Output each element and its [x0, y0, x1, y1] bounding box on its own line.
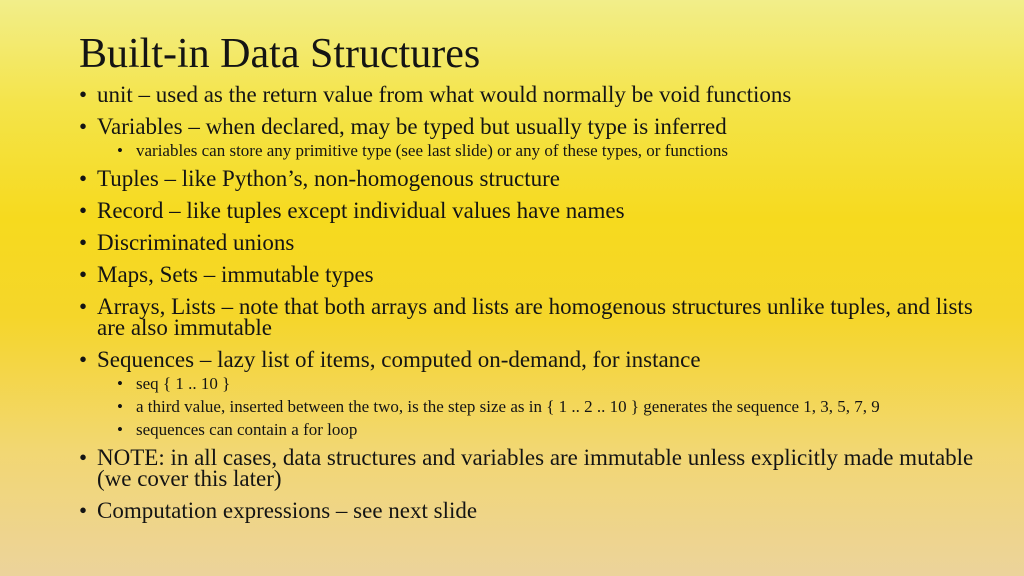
bullet-discriminated-unions: • Discriminated unions — [79, 232, 979, 253]
bullet-arrays-lists: • Arrays, Lists – note that both arrays and lists are homogenous structures unlike tuples, and lists are also immutable — [79, 296, 979, 338]
slide-title: Built-in Data Structures — [79, 31, 481, 77]
bullet-computation-expressions: • Computation expressions – see next slide — [79, 500, 979, 521]
bullet-maps-sets: • Maps, Sets – immutable types — [79, 264, 979, 285]
bullet-note-immutable: • NOTE: in all cases, data structures and variables are immutable unless explicitly made mutable (we cover this later) — [79, 447, 979, 489]
sub-bullet-step-size: • a third value, inserted between the two, is the step size as in { 1 .. 2 .. 10 } generates the sequence 1, 3, 5, 7, 9 — [79, 398, 979, 415]
sub-bullet-seq-example: • seq { 1 .. 10 } — [79, 375, 979, 392]
bullet-unit: • unit – used as the return value from what would normally be void functions — [79, 84, 979, 105]
bullet-list — [79, 84, 979, 532]
bullet-record: • Record – like tuples except individual values have names — [79, 200, 979, 221]
bullet-sequences: • Sequences – lazy list of items, computed on-demand, for instance — [79, 349, 979, 370]
sub-bullet-for-loop: • sequences can contain a for loop — [79, 421, 979, 438]
bullet-tuples: • Tuples – like Python’s, non-homogenous structure — [79, 168, 979, 189]
sub-bullet-variables-storage: • variables can store any primitive type (see last slide) or any of these types, or functions — [79, 142, 979, 159]
bullet-variables: • Variables – when declared, may be typed but usually type is inferred — [79, 116, 979, 137]
